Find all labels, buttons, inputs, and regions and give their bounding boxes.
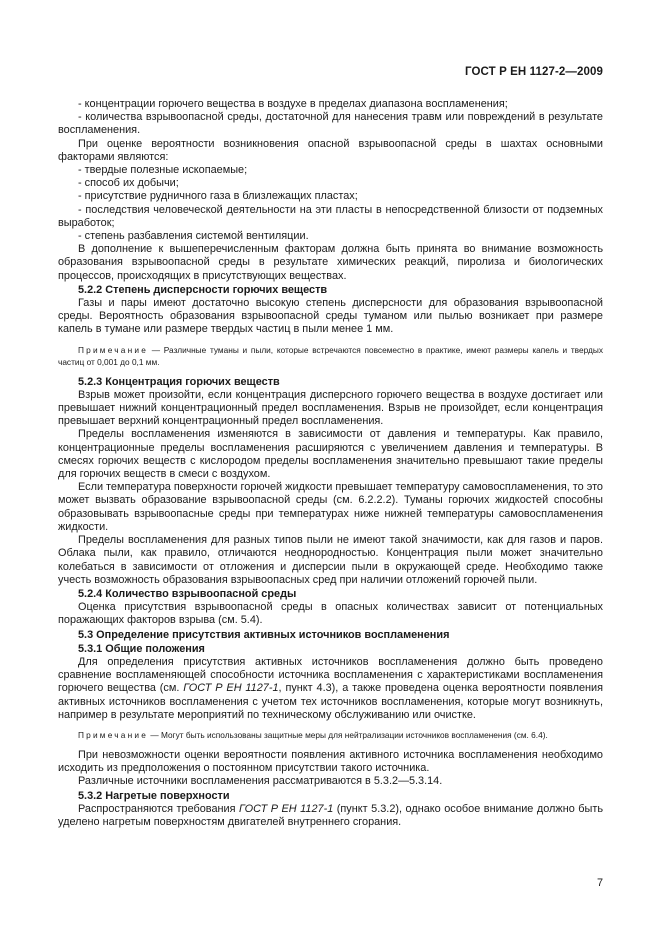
- note-text: — Различные туманы и пыли, которые встречаются повсеместно в практике, имеют размеры капель и твердых частиц от 0,001 до 0,1 мм.: [58, 344, 603, 367]
- list-item: - присутствие рудничного газа в близлежащих пластах;: [78, 190, 358, 203]
- page-body: [58, 98, 603, 829]
- paragraph: При невозможности оценки вероятности появления активного источника воспламенения необходимо исходить из предположения о постоянном присутствии такого источника.: [58, 748, 603, 775]
- text-run: , пункт 4.3), а также проведена оценка вероятности появления активных источников воспламенения с учетом тех источников воспламенения, которые могут возникнуть, например в результате мероприятий по техническому обслуживанию или очистке.: [58, 682, 603, 721]
- standard-reference: ГОСТ Р ЕН 1127-1: [239, 802, 334, 815]
- page-number: 7: [596, 877, 603, 889]
- text-run: Распространяются требования: [78, 802, 240, 815]
- section-heading-5-3: 5.3 Определение присутствия активных источников воспламенения: [78, 628, 450, 641]
- section-heading-5-2-4: 5.2.4 Количество взрывоопасной среды: [78, 587, 297, 600]
- paragraph: Пределы воспламенения для разных типов пыли не имеют такой значимости, как для газов и паров. Облака пыли, как правило, отличаются неоднородностью. Концентрация пыли может значительно колебаться в зависимости от отложения и дисперсии пыли в окружающей среде. Необходимо также учесть возможность образования взрывоопасных сред при наличии отложений горючей пыли.: [58, 534, 603, 586]
- list-item: - твердые полезные ископаемые;: [78, 164, 248, 177]
- paragraph: Различные источники воспламенения рассматриваются в 5.3.2—5.3.14.: [78, 775, 443, 788]
- paragraph: - концентрации горючего вещества в воздухе в пределах диапазона воспламенения;: [78, 98, 508, 110]
- note: [58, 729, 603, 741]
- section-heading-5-3-2: 5.3.2 Нагретые поверхности: [78, 789, 230, 802]
- section-heading-5-3-1: 5.3.1 Общие положения: [78, 642, 205, 655]
- note-text: — Могут быть использованы защитные меры для нейтрализации источников воспламенения (см. 6.4).: [148, 729, 548, 740]
- paragraph: [58, 803, 603, 829]
- paragraph: Газы и пары имеют достаточно высокую степень дисперсности для образования взрывоопасной среды. Вероятность образования взрывоопасной среды туманом или пылью возникает при размере капель в тумане или размере твердых частиц в пыли менее 1 мм.: [58, 297, 603, 336]
- paragraph: - количества взрывоопасной среды, достаточной для нанесения травм или повреждений в результате воспламенения.: [58, 111, 603, 137]
- paragraph: При оценке вероятности возникновения опасной взрывоопасной среды в шахтах основными факторами являются:: [58, 137, 603, 163]
- paragraph: Оценка присутствия взрывоопасной среды в опасных количествах зависит от потенциальных поражающих факторов взрыва (см. 5.4).: [58, 601, 603, 627]
- paragraph: Взрыв может произойти, если концентрация дисперсного горючего вещества в воздухе достигает или превышает нижний концентрационный предел воспламенения. Взрыв не произойдет, если концентрация превышает верхний концентрационный предел воспламенения.: [58, 388, 603, 428]
- note-label: Примечание: [78, 344, 149, 355]
- document-id: ГОСТ Р ЕН 1127-2—2009: [465, 66, 603, 78]
- section-heading-5-2-2: 5.2.2 Степень дисперсности горючих веществ: [78, 283, 328, 296]
- note-label: Примечание: [78, 729, 149, 740]
- list-item: - степень разбавления системой вентиляции.: [78, 230, 309, 243]
- paragraph: [58, 656, 603, 722]
- text-run: (пункт 5.3.2), однако особое внимание должно быть уделено нагретым поверхностям двигателей внутреннего сгорания.: [58, 802, 604, 828]
- paragraph: Если температура поверхности горючей жидкости превышает температуру самовоспламенения, то это может вызвать образование взрывоопасной среды (см. 6.2.2.2). Туманы горючих жидкостей способны образовывать взрывоопасные среды при температурах ниже нижней температуры самовоспламенения жидкости.: [58, 481, 603, 533]
- paragraph: Пределы воспламенения изменяются в зависимости от давления и температуры. Как правило, концентрационные пределы воспламенения расширяются с увеличением давления и температуры. В смесях горючих веществ с кислородом пределы воспламенения значительно превышают такие пределы для горючих веществ в смеси с воздухом.: [58, 428, 603, 481]
- note: [58, 344, 603, 368]
- text-run: Для определения присутствия активных источников воспламенения должно быть проведено сравнение воспламеняющей способности источника воспламенения с характеристиками воспламенения горючего вещества (см.: [58, 655, 603, 695]
- paragraph: В дополнение к вышеперечисленным факторам должна быть принята во внимание возможность образования взрывоопасной среды в результате химических реакций, пиролиза и биологических процессов, происходящих в присутствующих веществах.: [58, 243, 603, 282]
- list-item: - последствия человеческой деятельности на эти пласты в непосредственной близости от подземных выработок;: [58, 203, 603, 229]
- section-heading-5-2-3: 5.2.3 Концентрация горючих веществ: [78, 375, 280, 388]
- standard-reference: ГОСТ Р ЕН 1127-1: [183, 682, 279, 695]
- list-item: - способ их добычи;: [78, 177, 179, 190]
